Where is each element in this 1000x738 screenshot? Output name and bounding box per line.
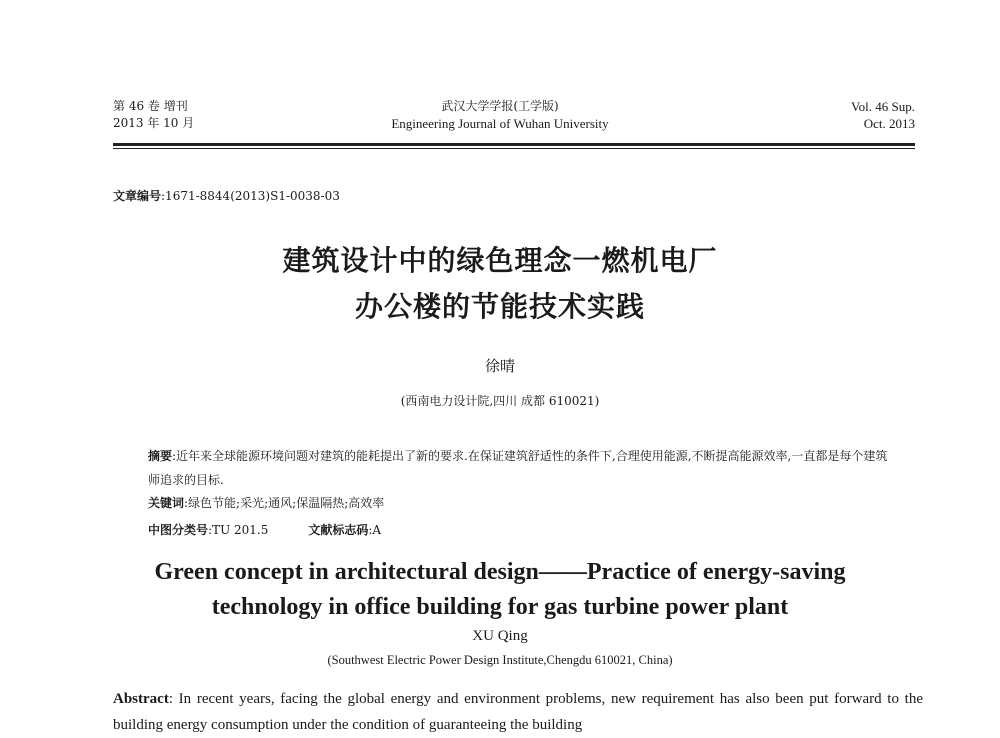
title-cn-line1: 建筑设计中的绿色理念一燃机电厂 xyxy=(282,244,718,277)
abstract-chinese xyxy=(148,444,888,492)
affiliation-chinese: (西南电力设计院,四川 成都 610021) xyxy=(400,394,600,408)
article-number-value: :1671-8844(2013)S1-0038-03 xyxy=(161,189,340,203)
doc-code-label: 文献标志码 xyxy=(308,523,369,537)
issue-date: 2013 年 10 月 xyxy=(113,116,195,130)
title-en-line2: technology in office building for gas turbine power plant xyxy=(211,594,789,620)
abstract-cn-label: 摘要 xyxy=(148,449,173,463)
title-cn-line2: 办公楼的节能技术实践 xyxy=(354,290,645,323)
clc-value: :TU 201.5 xyxy=(208,523,269,537)
keywords-cn-text: :绿色节能;采光;通风;保温隔热;高效率 xyxy=(184,496,385,510)
abstract-english xyxy=(113,686,923,738)
header-rule-thick xyxy=(113,143,915,146)
keywords-cn-label: 关键词 xyxy=(148,496,185,510)
classification-line xyxy=(148,521,381,538)
volume-en: Vol. 46 Sup. xyxy=(850,99,915,114)
date-en: Oct. 2013 xyxy=(863,116,915,131)
journal-name xyxy=(330,98,670,132)
article-number xyxy=(113,187,340,204)
title-english xyxy=(100,555,900,625)
header-rule-thin xyxy=(113,148,915,149)
journal-issue-info xyxy=(113,98,194,132)
doc-code-value: :A xyxy=(368,523,382,537)
journal-name-cn: 武汉大学学报(工学版) xyxy=(441,99,559,113)
journal-volume-en xyxy=(851,98,915,132)
title-chinese xyxy=(150,238,850,330)
keywords-chinese xyxy=(148,494,384,511)
abstract-en-label: Abstract xyxy=(113,691,169,707)
article-number-label: 文章编号 xyxy=(113,189,162,203)
abstract-en-text: : In recent years, facing the global energy and environment problems, new requirement has also been put forward to the building energy consumption under the condition of guaranteeing the building xyxy=(113,691,923,733)
author-chinese: 徐晴 xyxy=(484,357,515,375)
clc-label: 中图分类号 xyxy=(148,523,209,537)
affiliation-english: (Southwest Electric Power Design Institute,Chengdu 610021, China) xyxy=(327,653,673,667)
author-english: XU Qing xyxy=(472,628,528,644)
issue-volume: 第 46 卷 增刊 xyxy=(113,99,188,113)
abstract-cn-text: :近年来全球能源环境问题对建筑的能耗提出了新的要求.在保证建筑舒适性的条件下,合理使用能源,不断提高能源效率,一直都是每个建筑师追求的目标. xyxy=(148,449,888,487)
title-en-line1: Green concept in architectural design——Practice of energy-saving xyxy=(154,559,846,585)
journal-name-en: Engineering Journal of Wuhan University xyxy=(391,116,609,131)
